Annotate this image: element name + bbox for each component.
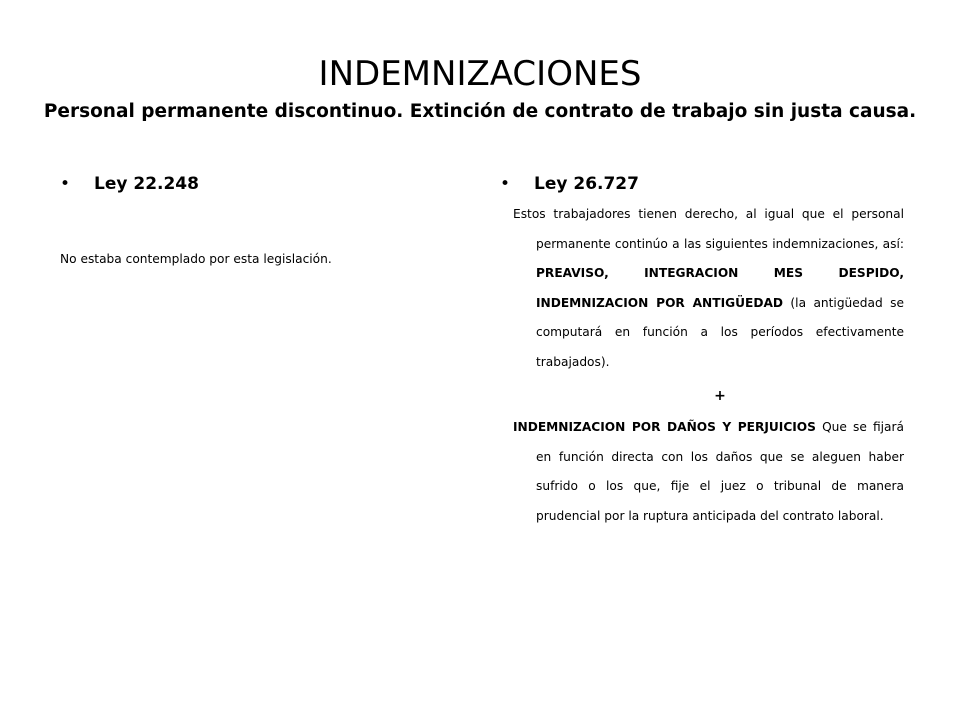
para2-bold: INDEMNIZACION POR DAÑOS Y PERJUICIOS — [513, 420, 816, 434]
bullet-icon: • — [500, 174, 511, 194]
left-bullet-item — [60, 170, 440, 200]
right-heading: Ley 26.727 — [534, 174, 639, 194]
right-column — [500, 170, 905, 523]
slide-subtitle: Personal permanente discontinuo. Extinción de contrato de trabajo sin justa causa. — [43, 101, 917, 122]
slide-title: INDEMNIZACIONES — [318, 54, 642, 94]
right-body — [500, 200, 904, 531]
bullet-icon: • — [60, 174, 71, 194]
left-column — [60, 170, 440, 266]
left-body-text: No estaba contemplado por esta legislación. — [60, 252, 332, 266]
right-paragraph-1 — [500, 200, 904, 377]
right-bullet-item — [500, 170, 904, 200]
para2-rest: Que se fijará en función directa con los daños que se aleguen haber sufrido o los que, fije el juez o tribunal de manera prudencial por la ruptura anticipada del contrato laboral. — [536, 420, 905, 523]
right-paragraph-2 — [500, 413, 904, 531]
left-heading: Ley 22.248 — [94, 174, 199, 194]
para1-bold: PREAVISO, INTEGRACION MES DESPIDO, INDEMNIZACION POR ANTIGÜEDAD — [536, 266, 904, 310]
para1-intro: Estos trabajadores tienen derecho, al igual que el personal permanente continúo a las siguientes indemnizaciones, así: — [513, 207, 904, 251]
para1-rest: (la antigüedad se computará en función a los períodos efectivamente trabajados). — [536, 295, 904, 369]
plus-separator: + — [714, 388, 726, 404]
